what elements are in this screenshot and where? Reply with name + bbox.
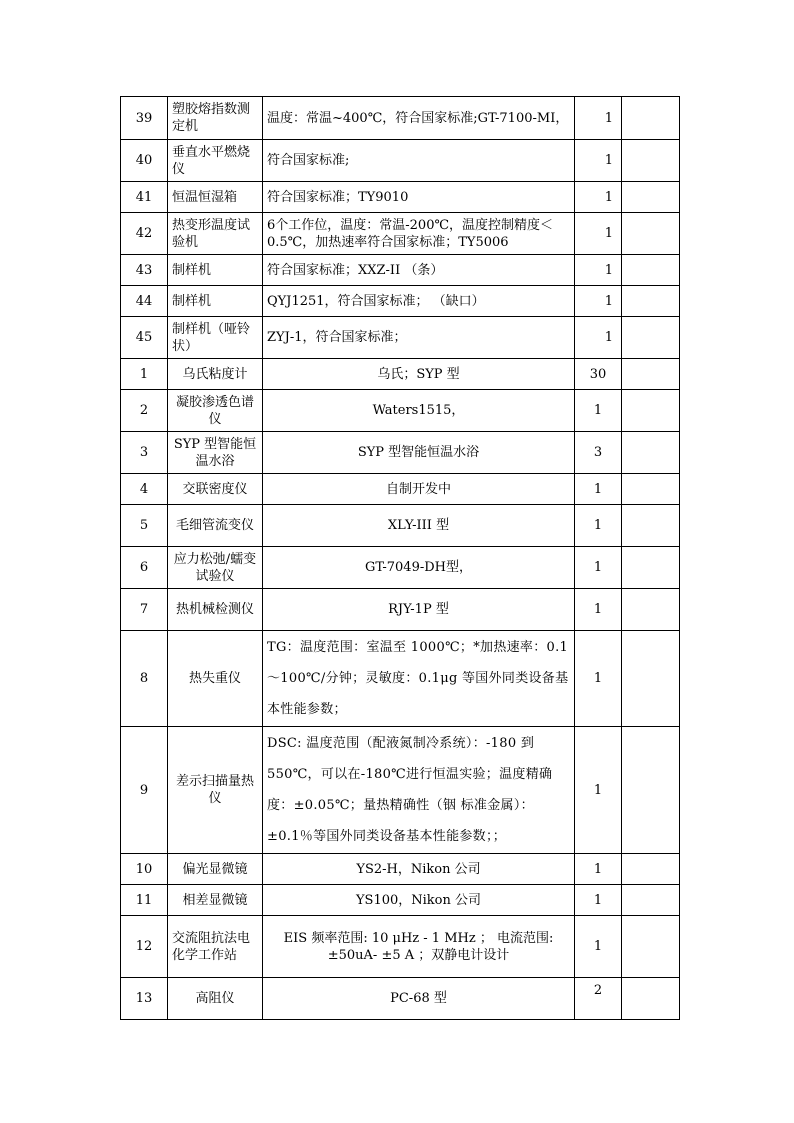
- equipment-name: 热失重仪: [168, 631, 263, 727]
- row-number: 8: [121, 631, 168, 727]
- row-number: 2: [121, 390, 168, 432]
- table-row: [121, 286, 680, 317]
- row-number: 6: [121, 547, 168, 589]
- remarks-cell: [622, 182, 680, 213]
- equipment-name: 恒温恒湿箱: [168, 182, 263, 213]
- equipment-name: 塑胶熔指数测定机: [168, 97, 263, 140]
- table-row: [121, 432, 680, 474]
- equipment-name: 差示扫描量热仪: [168, 727, 263, 854]
- remarks-cell: [622, 978, 680, 1020]
- table-row: [121, 255, 680, 286]
- row-number: 4: [121, 474, 168, 505]
- equipment-spec: YS2-H，Nikon 公司: [263, 854, 575, 885]
- equipment-table: [120, 96, 680, 1020]
- equipment-spec: PC-68 型: [263, 978, 575, 1020]
- equipment-spec: EIS 频率范围: 10 μHz - 1 MHz ； 电流范围: ±50uA- ±5 A ；双静电计设计: [263, 916, 575, 978]
- row-number: 45: [121, 317, 168, 359]
- equipment-quantity: 1: [575, 97, 622, 140]
- equipment-name: 制样机: [168, 255, 263, 286]
- table-row: [121, 854, 680, 885]
- equipment-name: 交联密度仪: [168, 474, 263, 505]
- table-row: [121, 916, 680, 978]
- equipment-quantity: 1: [575, 213, 622, 255]
- row-number: 5: [121, 505, 168, 547]
- table-row: [121, 140, 680, 182]
- row-number: 13: [121, 978, 168, 1020]
- equipment-quantity: 1: [575, 182, 622, 213]
- table-row: [121, 390, 680, 432]
- row-number: 43: [121, 255, 168, 286]
- equipment-name: 偏光显微镜: [168, 854, 263, 885]
- equipment-name: 垂直水平燃烧仪: [168, 140, 263, 182]
- remarks-cell: [622, 589, 680, 631]
- remarks-cell: [622, 727, 680, 854]
- table-row: [121, 97, 680, 140]
- remarks-cell: [622, 140, 680, 182]
- remarks-cell: [622, 631, 680, 727]
- equipment-spec: GT-7049-DH型，: [263, 547, 575, 589]
- equipment-spec: RJY-1P 型: [263, 589, 575, 631]
- equipment-name: SYP 型智能恒温水浴: [168, 432, 263, 474]
- row-number: 10: [121, 854, 168, 885]
- row-number: 3: [121, 432, 168, 474]
- remarks-cell: [622, 916, 680, 978]
- equipment-quantity: 1: [575, 916, 622, 978]
- equipment-spec: XLY-III 型: [263, 505, 575, 547]
- equipment-quantity: 2: [575, 978, 622, 1020]
- equipment-quantity: 1: [575, 317, 622, 359]
- table-row: [121, 885, 680, 916]
- equipment-name: 热变形温度试验机: [168, 213, 263, 255]
- table-row: [121, 978, 680, 1020]
- remarks-cell: [622, 390, 680, 432]
- row-number: 39: [121, 97, 168, 140]
- table-row: [121, 631, 680, 727]
- table-row: [121, 213, 680, 255]
- equipment-name: 交流阻抗法电化学工作站: [168, 916, 263, 978]
- equipment-name: 制样机（哑铃状）: [168, 317, 263, 359]
- equipment-name: 应力松弛/蠕变试验仪: [168, 547, 263, 589]
- table-row: [121, 359, 680, 390]
- row-number: 12: [121, 916, 168, 978]
- equipment-quantity: 1: [575, 505, 622, 547]
- remarks-cell: [622, 359, 680, 390]
- table-row: [121, 182, 680, 213]
- table-row: [121, 474, 680, 505]
- equipment-quantity: 1: [575, 631, 622, 727]
- equipment-spec: ZYJ-1，符合国家标准；: [263, 317, 575, 359]
- equipment-spec: SYP 型智能恒温水浴: [263, 432, 575, 474]
- table-row: [121, 505, 680, 547]
- equipment-quantity: 1: [575, 286, 622, 317]
- remarks-cell: [622, 505, 680, 547]
- equipment-quantity: 1: [575, 854, 622, 885]
- equipment-spec: 符合国家标准；TY9010: [263, 182, 575, 213]
- equipment-name: 制样机: [168, 286, 263, 317]
- row-number: 7: [121, 589, 168, 631]
- remarks-cell: [622, 97, 680, 140]
- equipment-spec: DSC: 温度范围（配液氮制冷系统）：-180 到 550℃，可以在-180℃进行恒温实验；温度精确度：±0.05℃；量热精确性（铟 标准金属）：±0.1％等国外同类设备基本性能参数；；: [263, 727, 575, 854]
- remarks-cell: [622, 317, 680, 359]
- remarks-cell: [622, 255, 680, 286]
- row-number: 9: [121, 727, 168, 854]
- equipment-spec: 符合国家标准;: [263, 140, 575, 182]
- equipment-name: 毛细管流变仪: [168, 505, 263, 547]
- remarks-cell: [622, 885, 680, 916]
- equipment-name: 热机械检测仪: [168, 589, 263, 631]
- equipment-spec: QYJ1251，符合国家标准； （缺口）: [263, 286, 575, 317]
- equipment-name: 相差显微镜: [168, 885, 263, 916]
- equipment-quantity: 1: [575, 589, 622, 631]
- table-row: [121, 727, 680, 854]
- equipment-spec: 符合国家标准；XXZ-II （条）: [263, 255, 575, 286]
- equipment-name: 高阻仪: [168, 978, 263, 1020]
- equipment-spec: YS100，Nikon 公司: [263, 885, 575, 916]
- equipment-quantity: 1: [575, 390, 622, 432]
- equipment-quantity: 3: [575, 432, 622, 474]
- equipment-quantity: 1: [575, 547, 622, 589]
- row-number: 42: [121, 213, 168, 255]
- table-row: [121, 547, 680, 589]
- remarks-cell: [622, 547, 680, 589]
- equipment-quantity: 1: [575, 474, 622, 505]
- equipment-spec: 6个工作位，温度：常温-200℃，温度控制精度＜0.5℃，加热速率符合国家标准；TY5006: [263, 213, 575, 255]
- row-number: 40: [121, 140, 168, 182]
- equipment-spec: Waters1515，: [263, 390, 575, 432]
- equipment-spec: 乌氏；SYP 型: [263, 359, 575, 390]
- equipment-quantity: 1: [575, 140, 622, 182]
- equipment-quantity: 30: [575, 359, 622, 390]
- remarks-cell: [622, 432, 680, 474]
- row-number: 11: [121, 885, 168, 916]
- row-number: 41: [121, 182, 168, 213]
- remarks-cell: [622, 854, 680, 885]
- equipment-spec: 自制开发中: [263, 474, 575, 505]
- equipment-quantity: 1: [575, 727, 622, 854]
- row-number: 1: [121, 359, 168, 390]
- equipment-name: 凝胶渗透色谱仪: [168, 390, 263, 432]
- equipment-spec: 温度：常温~400℃，符合国家标准;GT-7100-MI，: [263, 97, 575, 140]
- remarks-cell: [622, 474, 680, 505]
- row-number: 44: [121, 286, 168, 317]
- equipment-quantity: 1: [575, 255, 622, 286]
- remarks-cell: [622, 286, 680, 317]
- remarks-cell: [622, 213, 680, 255]
- equipment-name: 乌氏粘度计: [168, 359, 263, 390]
- equipment-spec: TG：温度范围：室温至 1000℃；*加热速率：0.1～100℃/分钟；灵敏度：0.1μg 等国外同类设备基本性能参数；: [263, 631, 575, 727]
- equipment-quantity: 1: [575, 885, 622, 916]
- table-row: [121, 317, 680, 359]
- table-row: [121, 589, 680, 631]
